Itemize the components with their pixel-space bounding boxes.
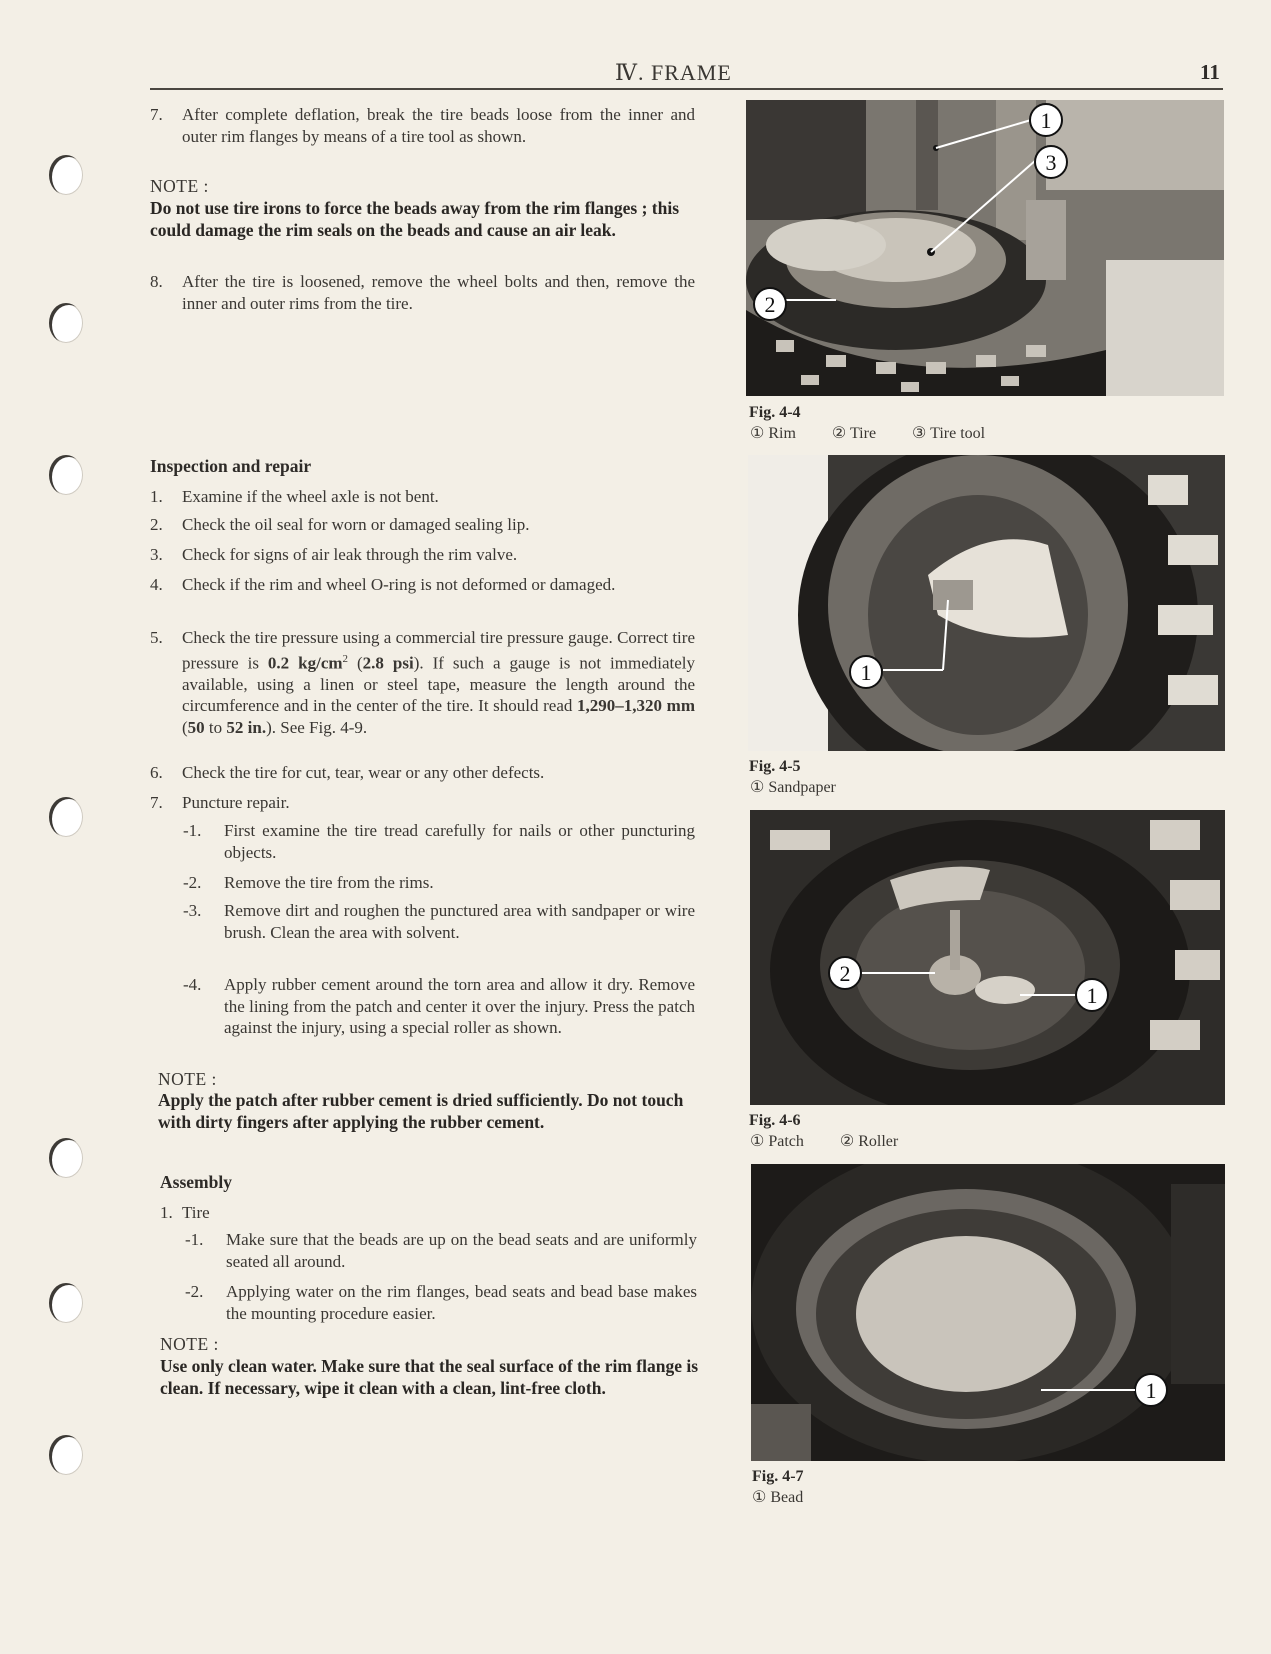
figure-4-4-caption [750, 423, 1017, 443]
callout-1 [850, 656, 882, 688]
binder-hole [49, 455, 83, 495]
figure-4-6-label: Fig. 4-6 [749, 1112, 801, 1129]
inspection-item [150, 574, 695, 596]
note-heading: NOTE : [158, 1069, 217, 1089]
caption-item: ③ Tire tool [912, 425, 986, 442]
binder-hole [49, 797, 83, 837]
item-number: 3. [150, 545, 163, 564]
page-number: 11 [1200, 60, 1220, 84]
inspection-item [150, 544, 695, 566]
item-text: Tire [182, 1203, 210, 1222]
text-run: ( [182, 717, 188, 737]
item-text: Examine if the wheel axle is not bent. [182, 487, 439, 506]
circumference-imperial-high: 52 in. [226, 717, 267, 737]
pressure-imperial: 2.8 psi [362, 653, 414, 673]
caption-item: ② Roller [839, 1133, 899, 1150]
svg-text:1: 1 [1086, 983, 1098, 1008]
sub-text: Apply rubber cement around the torn area and allow it dry. Remove the lining from the patch and center it over the injury. Press the patch against the injury, using a special roller as shown. [224, 975, 695, 1037]
item-number: 4. [150, 575, 163, 594]
item-text: Check for signs of air leak through the rim valve. [182, 545, 518, 564]
figure-4-7-caption [752, 1487, 835, 1507]
tire-tool-photo [746, 100, 1224, 396]
item-number: 1. [160, 1203, 173, 1222]
pressure-metric: 0.2 kg/cm [267, 653, 343, 673]
caption-item: ① Patch [750, 1133, 804, 1150]
binder-hole [49, 155, 83, 195]
figure-4-7-photo [751, 1164, 1225, 1461]
repair-step [183, 872, 695, 894]
item-text [182, 627, 695, 738]
inspection-item [150, 762, 695, 784]
binder-hole [49, 1283, 83, 1323]
caption-item: ① Sandpaper [750, 779, 836, 796]
assembly-step [185, 1281, 697, 1324]
sub-text: First examine the tire tread carefully for nails or other puncturing objects. [224, 821, 695, 862]
sub-text: Remove dirt and roughen the punctured area with sandpaper or wire brush. Clean the area with solvent. [224, 901, 695, 942]
callout-1 [1030, 104, 1062, 136]
inspection-heading: Inspection and repair [150, 456, 312, 476]
item-number: 1. [150, 487, 163, 506]
caption-item: ② Tire [831, 425, 877, 442]
note-body: Use only clean water. Make sure that the seal surface of the rim flange is clean. If necessary, wipe it clean with a clean, lint-free cloth. [160, 1356, 699, 1398]
item-text: Check the oil seal for worn or damaged sealing lip. [182, 515, 530, 534]
note-heading: NOTE : [150, 176, 209, 196]
text-run: ). If such a gauge is not immediately available, using a linen or steel tape, measure the length around the circumference and in the center of the tire. It should read [182, 653, 696, 716]
svg-text:2: 2 [764, 292, 776, 317]
note-heading: NOTE : [160, 1334, 219, 1354]
binder-hole [49, 1435, 83, 1475]
sub-number: -2. [183, 873, 202, 892]
item-number: 7. [150, 793, 163, 812]
repair-step [183, 820, 695, 863]
assembly-step [185, 1229, 697, 1272]
caption-item: ① Rim [750, 425, 796, 442]
figure-4-6-photo [750, 810, 1225, 1105]
step-7 [150, 104, 695, 147]
svg-text:3: 3 [1045, 150, 1057, 175]
inspection-item [150, 792, 695, 814]
inspection-item-5 [150, 627, 695, 738]
figure-4-4-photo [746, 100, 1224, 396]
sub-number: -4. [183, 975, 202, 994]
sub-number: -1. [183, 821, 202, 840]
svg-text:2: 2 [839, 961, 851, 986]
svg-text:1: 1 [1040, 108, 1052, 133]
inspection-item [150, 486, 695, 508]
text-run: to [204, 717, 227, 737]
text-run: ( [348, 653, 363, 673]
assembly-item [160, 1202, 705, 1224]
sub-text: Make sure that the beads are up on the bead seats and are uniformly seated all around. [226, 1230, 697, 1271]
sandpaper-photo [748, 455, 1225, 751]
note-body: Do not use tire irons to force the beads away from the rim flanges ; this could damage the rim seals on the beads and cause an air leak. [150, 198, 679, 240]
sub-number: -1. [185, 1230, 204, 1249]
step-text: After the tire is loosened, remove the wheel bolts and then, remove the inner and outer rims from the tire. [182, 272, 695, 313]
svg-text:1: 1 [860, 660, 872, 685]
caption-item: ① Bead [752, 1489, 804, 1506]
item-number: 2. [150, 515, 163, 534]
callout-1 [1076, 979, 1108, 1011]
bead-photo [751, 1164, 1225, 1461]
figure-4-6-caption [750, 1131, 930, 1151]
svg-text:1: 1 [1145, 1378, 1157, 1403]
note-body: Apply the patch after rubber cement is dried sufficiently. Do not touch with dirty fingers after applying the rubber cement. [158, 1090, 684, 1132]
item-number: 5. [150, 628, 163, 647]
circumference-imperial-low: 50 [187, 717, 205, 737]
item-text: Check the tire for cut, tear, wear or any other defects. [182, 763, 545, 782]
step-number: 7. [150, 105, 163, 124]
sub-text: Applying water on the rim flanges, bead seats and bead base makes the mounting procedure easier. [226, 1282, 697, 1323]
repair-step [183, 900, 695, 943]
item-text: Puncture repair. [182, 793, 290, 812]
item-number: 6. [150, 763, 163, 782]
callout-2 [754, 288, 786, 320]
text-column [150, 0, 699, 1654]
item-text: Check if the rim and wheel O-ring is not deformed or damaged. [182, 575, 616, 594]
sub-text: Remove the tire from the rims. [224, 873, 434, 892]
inspection-item [150, 514, 695, 536]
callout-1 [1135, 1374, 1167, 1406]
step-8 [150, 271, 695, 314]
sub-number: -3. [183, 901, 202, 920]
figure-4-4-label: Fig. 4-4 [749, 404, 801, 421]
binder-hole [49, 1138, 83, 1178]
callout-2 [829, 957, 861, 989]
text-run: Check the tire pressure using a commercial tire pressure gauge. Correct tire pressure is [182, 628, 695, 673]
repair-step [183, 974, 695, 1039]
step-text: After complete deflation, break the tire beads loose from the inner and outer rim flanges by means of a tire tool as shown. [182, 105, 695, 146]
figure-4-5-label: Fig. 4-5 [749, 758, 801, 775]
section-title: Ⅳ. FRAME [615, 60, 732, 85]
text-run: ). See Fig. 4-9. [266, 717, 368, 737]
patch-roller-photo [750, 810, 1225, 1105]
binder-hole [49, 303, 83, 343]
figure-4-5-photo [748, 455, 1225, 751]
assembly-heading: Assembly [160, 1172, 232, 1192]
circumference-metric: 1,290–1,320 mm [577, 696, 695, 716]
figure-4-7-label: Fig. 4-7 [752, 1468, 804, 1485]
superscript: 2 [342, 652, 349, 665]
step-number: 8. [150, 272, 163, 291]
figure-4-5-caption [750, 777, 868, 797]
sub-number: -2. [185, 1282, 204, 1301]
callout-3 [1035, 146, 1067, 178]
